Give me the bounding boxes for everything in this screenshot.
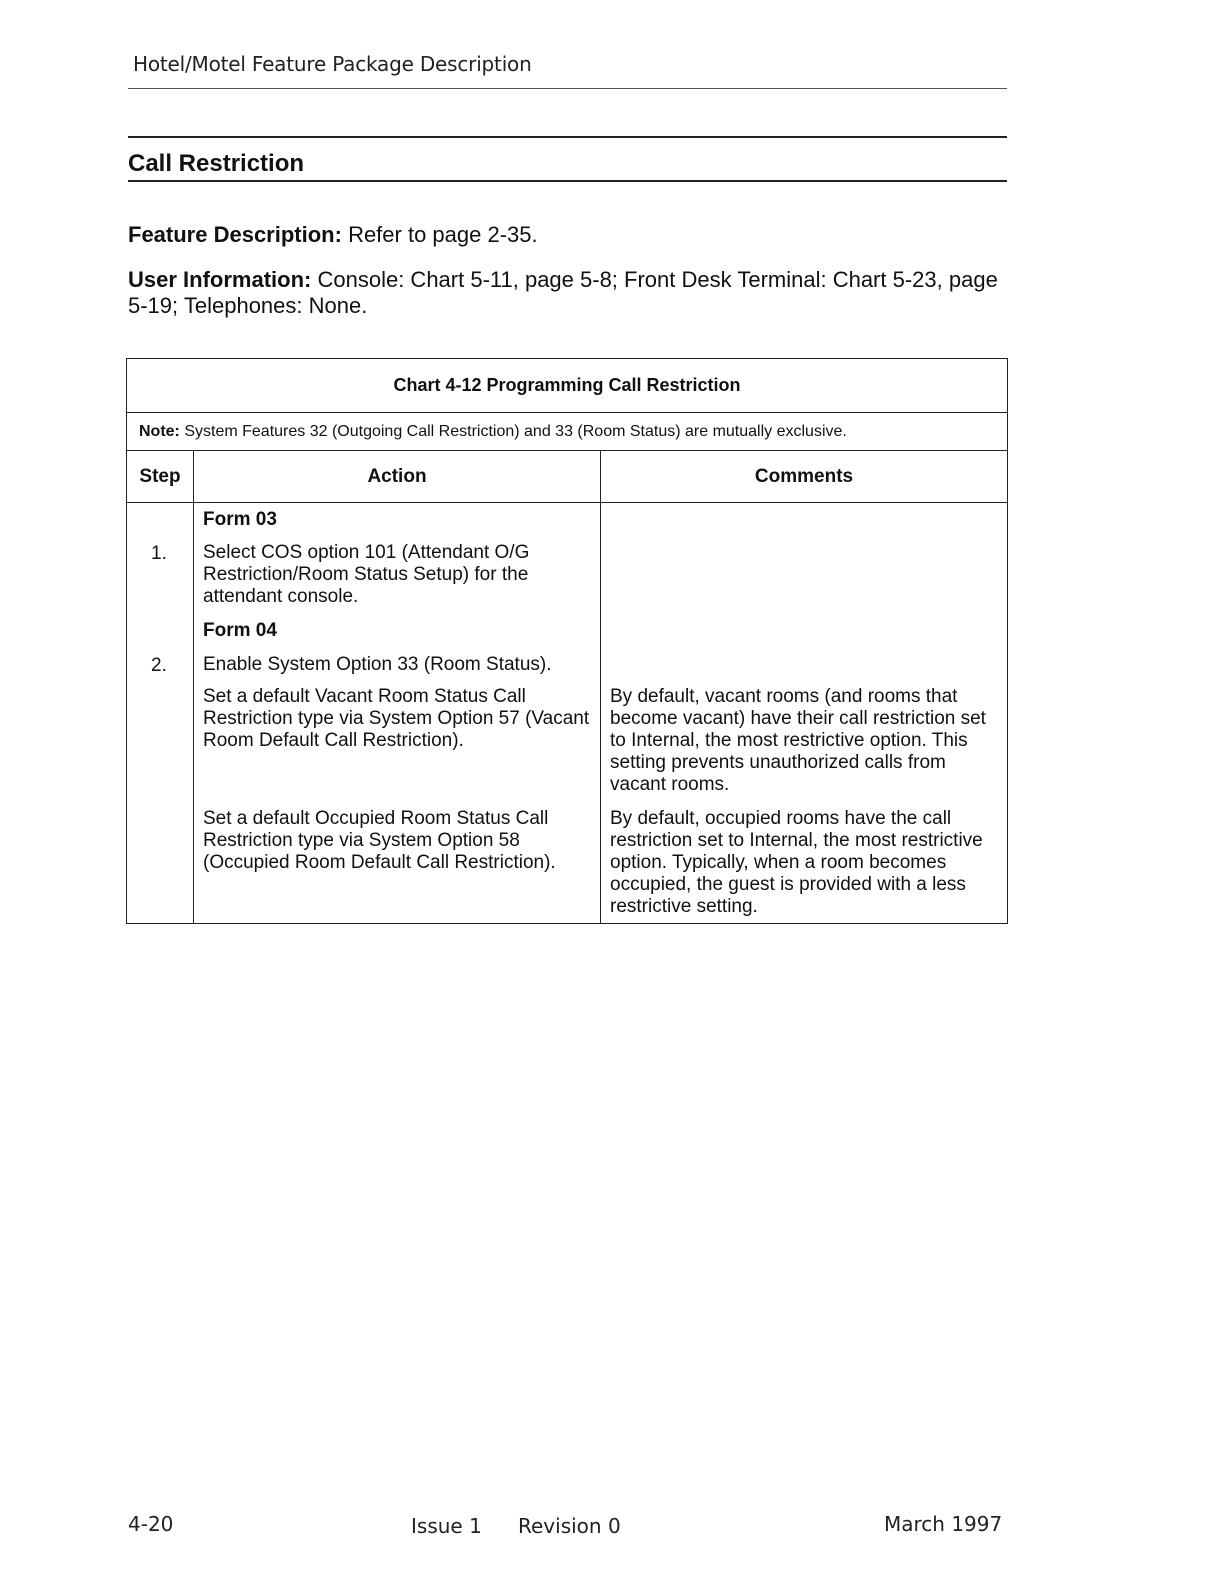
step-number: 1.	[151, 543, 167, 564]
feature-description-text: Refer to page 2-35.	[348, 222, 538, 247]
step-number: 2.	[151, 655, 167, 676]
action-text: Enable System Option 33 (Room Status).	[203, 654, 552, 675]
section-title: Call Restriction	[128, 150, 305, 177]
chart-title: Chart 4-12 Programming Call Restriction	[127, 359, 1008, 413]
footer-date: March 1997	[884, 1512, 1003, 1536]
footer-revision: Revision 0	[518, 1514, 621, 1538]
section-rule-top	[128, 136, 1007, 138]
programming-chart	[126, 358, 1008, 924]
action-text: Set a default Occupied Room Status Call Restriction type via System Option 58 (Occupied Room Default Call Restriction).	[203, 808, 556, 873]
comments-column	[601, 503, 1008, 924]
feature-description-label: Feature Description:	[128, 222, 342, 247]
chart-note-label: Note:	[139, 422, 180, 440]
step-column	[127, 503, 194, 924]
form-label: Form 03	[203, 509, 277, 530]
form-label: Form 04	[203, 620, 277, 641]
action-column	[194, 503, 601, 924]
chart-note-text: System Features 32 (Outgoing Call Restriction) and 33 (Room Status) are mutually exclusive.	[184, 422, 847, 440]
comment-text: By default, vacant rooms (and rooms that become vacant) have their call restriction set to Internal, the most restrictive option. This setting prevents unauthorized calls from vacant rooms.	[610, 686, 986, 795]
feature-description	[128, 222, 998, 248]
comment-text: By default, occupied rooms have the call restriction set to Internal, the most restrictive option. Typically, when a room becomes occupied, the guest is provided with a less restrictive setting.	[610, 808, 983, 917]
header-rule	[128, 88, 1007, 89]
page-number: 4-20	[128, 1512, 174, 1536]
action-text: Select COS option 101 (Attendant O/G Restriction/Room Status Setup) for the attendant console.	[203, 542, 530, 607]
user-information-text: Console: Chart 5-11, page 5-8; Front Desk Terminal: Chart 5-23, page 5-19; Telephones: None.	[128, 267, 998, 318]
action-text: Set a default Vacant Room Status Call Restriction type via System Option 57 (Vacant Room Default Call Restriction).	[203, 686, 590, 751]
footer-issue: Issue 1	[411, 1514, 482, 1538]
column-header-comments: Comments	[601, 451, 1008, 503]
chart-note	[127, 413, 1008, 451]
section-rule-bottom	[128, 180, 1007, 182]
column-header-step: Step	[127, 451, 194, 503]
running-header: Hotel/Motel Feature Package Description	[133, 52, 532, 76]
column-header-action: Action	[194, 451, 601, 503]
user-information-label: User Information:	[128, 267, 312, 292]
user-information	[128, 267, 998, 319]
